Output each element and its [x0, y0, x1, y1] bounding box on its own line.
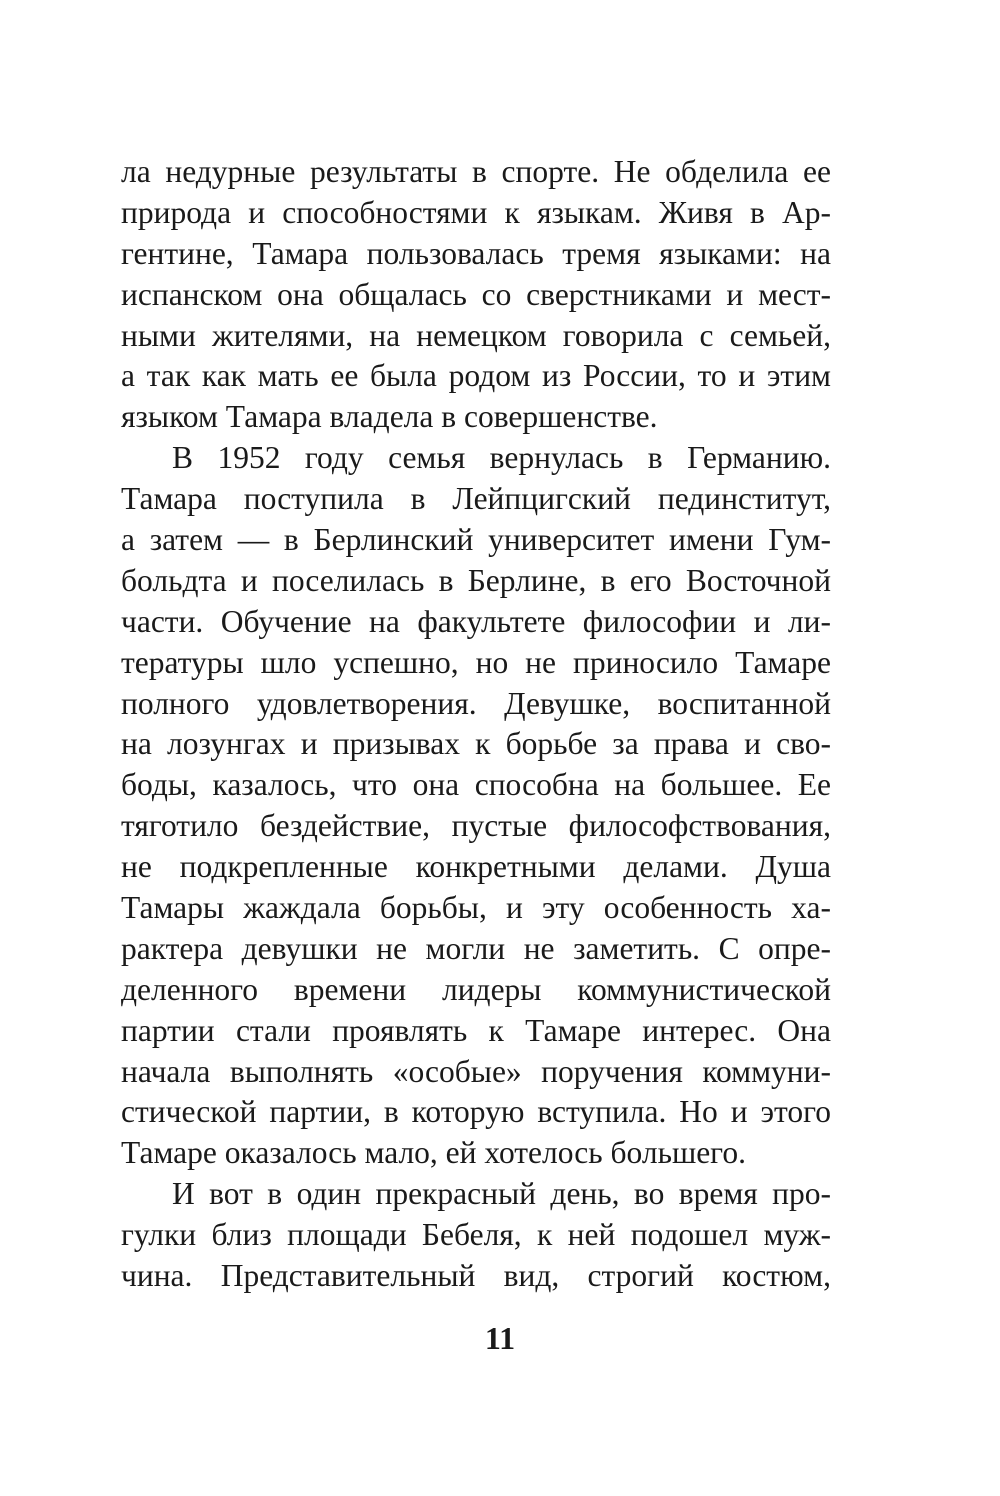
text-line: И вот в один прекрасный день, во время про-	[172, 1176, 831, 1212]
text-line: части. Обучение на факультете философии и ли-	[121, 603, 831, 639]
text-line: а затем — в Берлинский университет имени Гум-	[121, 522, 831, 558]
text-line: тературы шло успешно, но не приносило Тамаре	[121, 644, 831, 680]
text-line: Тамаре оказалось мало, ей хотелось большего.	[121, 1135, 746, 1171]
text-line: гулки близ площади Бебеля, к ней подошел муж-	[121, 1217, 831, 1253]
text-line: ными жителями, на немецком говорила с семьей,	[121, 317, 831, 353]
body-text	[121, 152, 831, 1297]
text-line: на лозунгах и призывах к борьбе за права и сво-	[121, 726, 831, 762]
text-line: гентине, Тамара пользовалась тремя языками: на	[121, 235, 831, 271]
paragraph-2	[121, 438, 831, 1174]
paragraph-3	[121, 1174, 831, 1297]
text-line: больдта и поселилась в Берлине, в его Восточной	[121, 562, 831, 598]
text-line: не подкрепленные конкретными делами. Душа	[121, 849, 831, 885]
text-line: боды, казалось, что она способна на большее. Ее	[121, 767, 831, 803]
page-number: 11	[484, 1320, 516, 1356]
text-line: природа и способностями к языкам. Живя в Ар-	[121, 194, 831, 230]
text-line: партии стали проявлять к Тамаре интерес. Она	[121, 1012, 831, 1048]
text-line: ла недурные результаты в спорте. Не обделила ее	[121, 154, 831, 189]
text-line: тяготило бездействие, пустые философствования,	[121, 808, 831, 844]
text-line: языком Тамара владела в совершенстве.	[121, 399, 658, 435]
text-line: рактера девушки не могли не заметить. С опре-	[121, 930, 831, 966]
text-line: начала выполнять «особые» поручения коммуни-	[121, 1053, 831, 1089]
text-line: полного удовлетворения. Девушке, воспитанной	[121, 685, 831, 721]
text-line: а так как мать ее была родом из России, то и этим	[121, 358, 831, 394]
text-line: Тамары жаждала борьбы, и эту особенность ха-	[121, 890, 831, 926]
text-line: В 1952 году семья вернулась в Германию.	[172, 440, 831, 476]
text-line: Тамара поступила в Лейпцигский пединститут,	[121, 481, 831, 517]
paragraph-1	[121, 152, 831, 438]
text-line: стической партии, в которую вступила. Но и этого	[121, 1094, 831, 1130]
text-line: деленного времени лидеры коммунистической	[121, 971, 831, 1007]
text-line: испанском она общалась со сверстниками и мест-	[121, 276, 831, 312]
text-line: чина. Представительный вид, строгий костюм,	[121, 1258, 831, 1294]
